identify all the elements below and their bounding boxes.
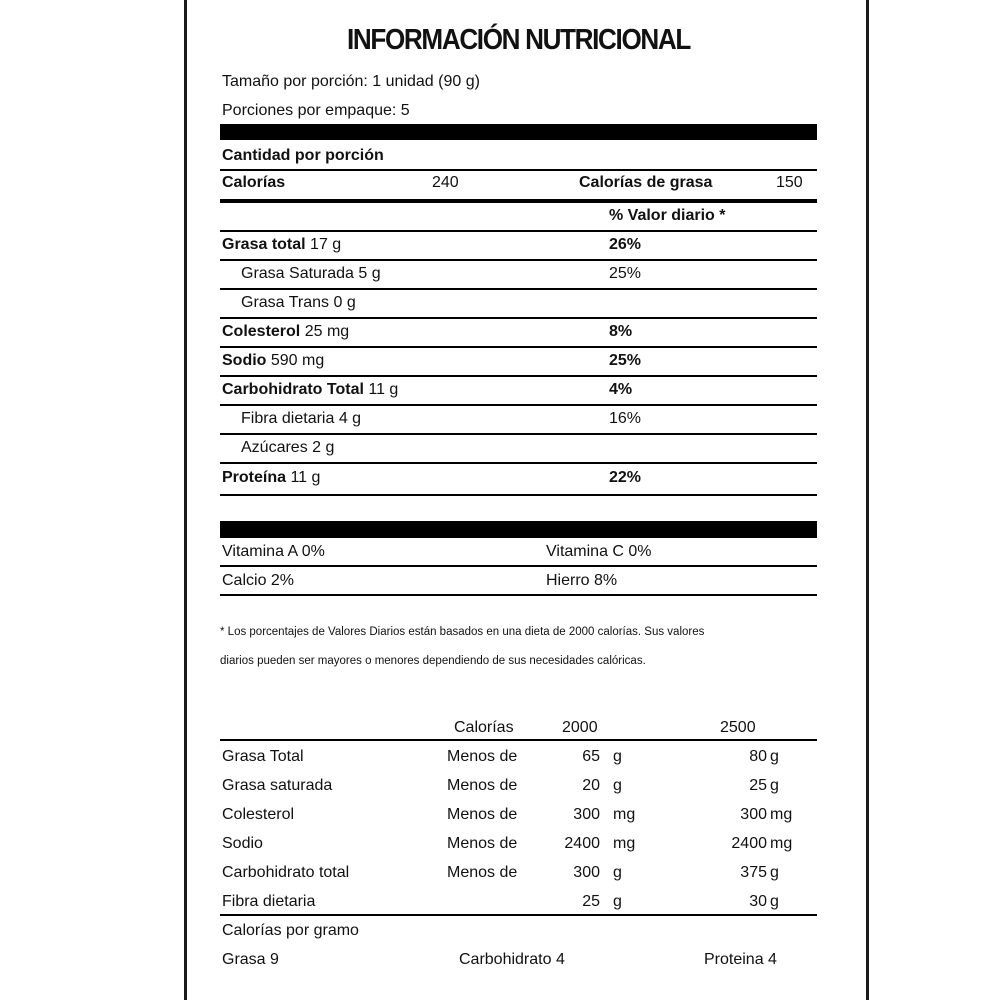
divider [220,739,817,741]
nutrient-name: Grasa total [222,236,306,253]
divider [220,462,817,464]
reference-value-2500: 375 [740,864,767,881]
reference-less-than: Menos de [447,835,518,852]
footnote-line-1: * Los porcentajes de Valores Diarios están basados en una dieta de 2000 calorías. Sus valores [220,626,705,638]
nutrient-row-total-carbohydrate [220,378,817,404]
nutrient-amount: 25 mg [300,323,350,340]
nutrient-dv: 4% [609,381,633,398]
reference-less-than: Menos de [447,777,518,794]
footnote-line-2: diarios pueden ser mayores o menores dependiendo de sus necesidades calóricas. [220,655,646,667]
reference-value-2500: 25 [749,777,767,794]
reference-value-2500: 30 [749,893,767,910]
vitamin-c: Vitamina C 0% [546,543,652,560]
reference-value-2000: 65 [582,748,600,765]
reference-unit-2500: g [770,748,779,765]
calories-value: 240 [432,174,459,191]
divider [220,288,817,290]
nutrient-name: Sodio [222,352,267,369]
nutrient-name: Azúcares 2 g [241,439,335,456]
calories-fat-value: 150 [776,174,803,191]
servings-per-container: Porciones por empaque: 5 [222,102,410,119]
divider [220,259,817,261]
reference-calories-label: Calorías [454,719,514,736]
reference-nutrient: Colesterol [222,806,295,823]
reference-unit-2000: g [613,893,622,910]
reference-less-than: Menos de [447,864,518,881]
nutrient-name: Carbohidrato Total [222,381,364,398]
reference-row [220,777,817,805]
reference-value-2000: 20 [582,777,600,794]
reference-unit-2000: mg [613,835,636,852]
reference-row [220,748,817,776]
serving-size: Tamaño por porción: 1 unidad (90 g) [222,73,480,90]
nutrient-dv: 16% [609,410,642,427]
reference-value-2500: 80 [749,748,767,765]
daily-value-header: % Valor diario * [609,207,726,224]
nutrient-dv: 22% [609,469,642,486]
nutrient-row-sugars [220,436,817,462]
amount-per-serving: Cantidad por porción [222,147,384,164]
vitamin-a: Vitamina A 0% [222,543,325,560]
calories-fat-label: Calorías de grasa [579,174,713,191]
reference-unit-2000: g [613,777,622,794]
reference-nutrient: Sodio [222,835,263,852]
divider [220,404,817,406]
carb-per-gram: Carbohidrato 4 [459,951,565,968]
reference-value-2000: 2400 [564,835,600,852]
divider [220,914,817,916]
reference-value-2000: 25 [582,893,600,910]
fat-per-gram: Grasa 9 [222,951,279,968]
reference-row [220,806,817,834]
reference-value-2500: 2400 [731,835,767,852]
reference-nutrient: Grasa saturada [222,777,333,794]
reference-less-than: Menos de [447,748,518,765]
reference-unit-2000: mg [613,806,636,823]
divider [220,346,817,348]
reference-row [220,835,817,863]
calcium: Calcio 2% [222,572,295,589]
calories-per-gram-row [220,922,817,950]
nutrient-dv: 25% [609,265,642,282]
divider [220,317,817,319]
nutrient-amount: 11 g [363,381,399,398]
reference-unit-2000: g [613,748,622,765]
iron: Hierro 8% [546,572,618,589]
reference-nutrient: Carbohidrato total [222,864,350,881]
medium-divider [220,199,817,203]
divider [220,169,817,171]
divider [220,594,817,596]
daily-value-header-row [220,204,817,230]
divider [220,565,817,567]
reference-value-2000: 300 [573,806,600,823]
nutrient-amount: 11 g [286,469,321,486]
nutrient-row-total-fat [220,233,817,259]
reference-unit-2500: mg [770,835,793,852]
nutrient-name: Colesterol [222,323,301,340]
reference-unit-2500: mg [770,806,793,823]
reference-unit-2000: g [613,864,622,881]
calories-per-gram-label: Calorías por gramo [222,922,359,939]
nutrient-dv: 25% [609,352,642,369]
nutrient-dv: 26% [609,236,642,253]
right-border-line [866,0,869,1000]
nutrient-amount: 17 g [305,236,342,253]
nutrient-row-cholesterol [220,320,817,346]
reference-unit-2500: g [770,893,779,910]
nutrient-name: Grasa Trans 0 g [241,294,356,311]
reference-header-row [220,719,817,747]
reference-col-2000: 2000 [562,719,598,736]
calories-label: Calorías [222,174,286,191]
divider [220,375,817,377]
label-title: INFORMACIÓN NUTRICIONAL [346,24,691,56]
nutrient-name: Grasa Saturada 5 g [241,265,381,282]
left-border-line [184,0,187,1000]
nutrient-row-sodium [220,349,817,375]
nutrient-dv: 8% [609,323,633,340]
reference-value-2000: 300 [573,864,600,881]
divider [220,494,817,496]
thick-divider-top [220,124,817,140]
nutrient-name: Fibra dietaria 4 g [241,410,362,427]
nutrient-row-trans-fat [220,291,817,317]
nutrient-row-dietary-fiber [220,407,817,433]
reference-unit-2500: g [770,777,779,794]
divider [220,230,817,232]
reference-unit-2500: g [770,864,779,881]
nutrient-row-saturated-fat [220,262,817,288]
reference-nutrient: Fibra dietaria [222,893,316,910]
reference-row [220,893,817,921]
calories-per-gram-values [220,951,817,979]
nutrient-amount: 590 mg [266,352,325,369]
reference-less-than: Menos de [447,806,518,823]
divider [220,433,817,435]
reference-row [220,864,817,892]
reference-nutrient: Grasa Total [222,748,304,765]
thick-divider-vitamins [220,521,817,538]
nutrient-name: Proteína [222,469,287,486]
nutrient-row-protein [220,466,817,492]
reference-value-2500: 300 [740,806,767,823]
reference-col-2500: 2500 [720,719,756,736]
protein-per-gram: Proteina 4 [704,951,777,968]
